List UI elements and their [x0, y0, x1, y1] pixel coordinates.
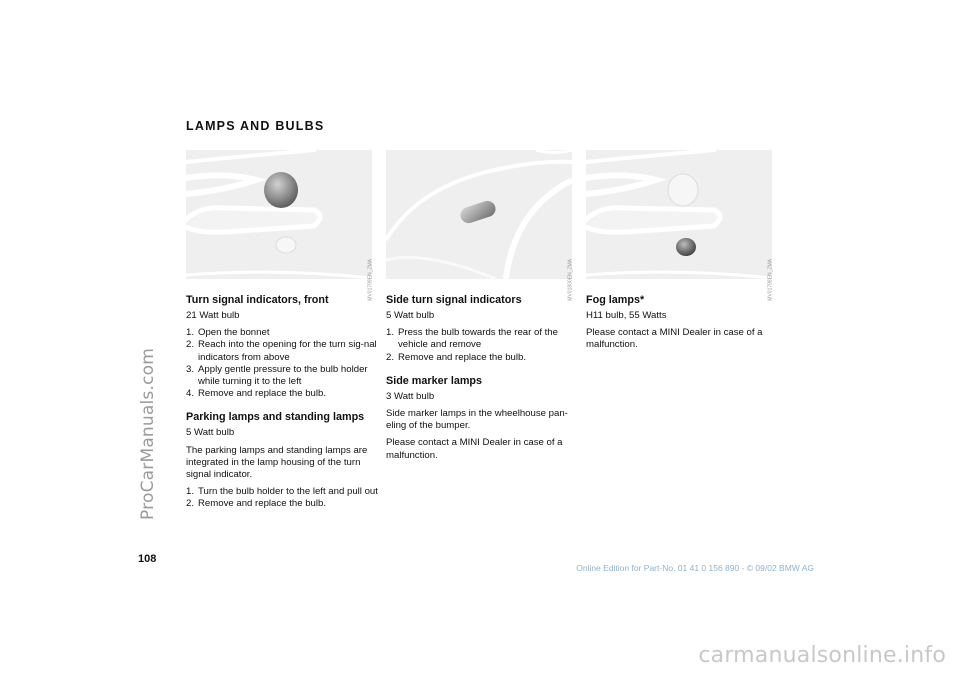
- marker-bulb: 3 Watt bulb: [386, 390, 435, 402]
- list-item: 1. Turn the bulb holder to the left and pull out: [186, 486, 378, 498]
- side-turn-bulb: 5 Watt bulb: [386, 310, 435, 321]
- turn-signal-bulb: 21 Watt bulb: [186, 310, 240, 321]
- column-front-lamps: [186, 294, 381, 516]
- parking-text: The parking lamps and standing lamps are integrated in the lamp housing of the turn signal indicator.: [186, 444, 368, 481]
- list-item: 4. Remove and replace the bulb.: [186, 388, 326, 400]
- section-title: LAMPS AND BULBS: [186, 119, 325, 133]
- page-number: 108: [138, 553, 157, 565]
- figure-code: MV01798EN_ZMA: [768, 259, 774, 301]
- heading-side-marker: Side marker lamps: [386, 374, 483, 387]
- heading-parking-lamps: Parking lamps and standing lamps: [186, 411, 365, 424]
- footer-site-watermark: carmanualsonline.info: [698, 643, 946, 668]
- parking-steps: [186, 486, 381, 510]
- list-item: 2. Remove and replace the bulb.: [186, 498, 326, 510]
- turn-signal-steps: [186, 327, 381, 400]
- side-turn-steps: [386, 327, 581, 364]
- list-item: 2. Remove and replace the bulb.: [386, 351, 526, 363]
- list-item: 3. Apply gentle pressure to the bulb holder while turning it to the left: [186, 363, 368, 388]
- column-fog-lamps: [586, 294, 781, 357]
- column-side-lamps: [386, 294, 581, 467]
- figure-code: MV01800EN_ZMA: [568, 259, 574, 301]
- footer-edition: Online Edition for Part-No. 01 41 0 156 890 - © 09/02 BMW AG: [576, 563, 814, 573]
- list-item: 1. Press the bulb towards the rear of the vehicle and remove: [386, 327, 558, 351]
- parking-bulb: 5 Watt bulb: [186, 427, 235, 439]
- heading-side-turn-signal: Side turn signal indicators: [386, 294, 522, 306]
- fog-bulb: H11 bulb, 55 Watts: [586, 310, 667, 321]
- figure-code: MV01799EN_ZMA: [368, 259, 374, 301]
- list-item: 1. Open the bonnet: [186, 327, 270, 339]
- watermark-procarmanuals: ProCarManuals.com: [138, 348, 158, 520]
- marker-contact: Please contact a MINI Dealer in case of a malfunction.: [386, 437, 563, 461]
- heading-fog-lamps: Fog lamps*: [586, 294, 645, 306]
- list-item: 2. Reach into the opening for the turn sig-nal indicators from above: [186, 339, 377, 363]
- marker-text: Side marker lamps in the wheelhouse pan-eling of the bumper.: [386, 408, 568, 432]
- fog-contact: Please contact a MINI Dealer in case of a malfunction.: [586, 327, 763, 351]
- heading-turn-signal-front: Turn signal indicators, front: [186, 294, 329, 306]
